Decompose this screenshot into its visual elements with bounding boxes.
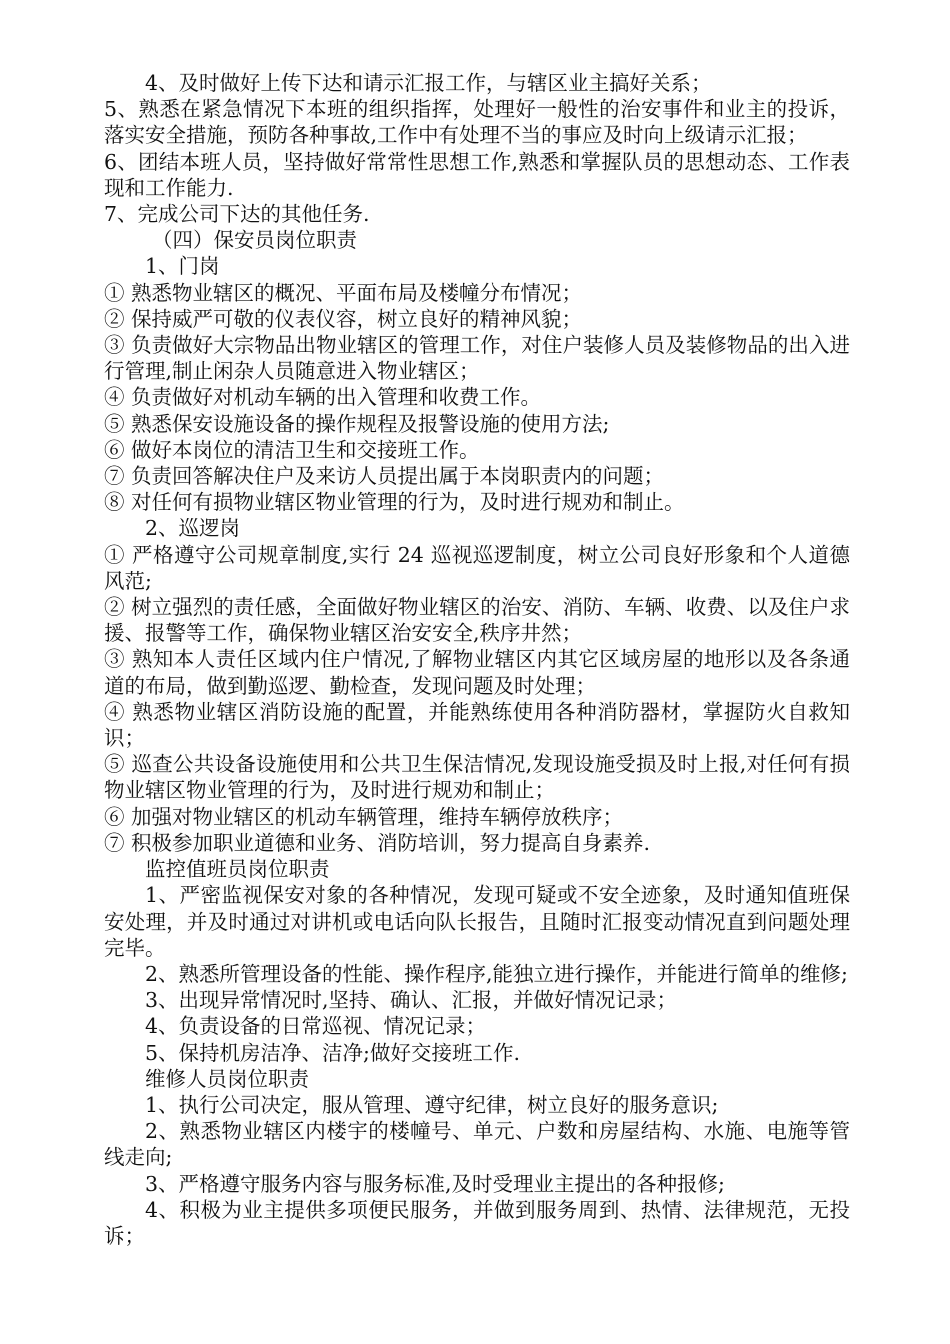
list-item: 3、出现异常情况时,坚持、确认、汇报，并做好情况记录；: [145, 988, 678, 1013]
paragraph: 6、团结本班人员，坚持做好常常性思想工作,熟悉和掌握队员的思想动态、工作表现和工作能力.: [104, 149, 850, 200]
list-item: ⑥ 加强对物业辖区的机动车辆管理，维持车辆停放秩序；: [104, 804, 624, 829]
paragraph: 5、熟悉在紧急情况下本班的组织指挥，处理好一般性的治安事件和业主的投诉，落实安全措施，预防各种事故,工作中有处理不当的事应及时向上级请示汇报；: [104, 97, 850, 148]
list-item: 1、执行公司决定，服从管理、遵守纪律，树立良好的服务意识;: [145, 1092, 719, 1117]
list-item: 4、积极为业主提供多项便民服务，并做到服务周到、热情、法律规范，无投诉；: [104, 1197, 850, 1248]
list-item: ② 保持威严可敬的仪表仪容，树立良好的精神风貌；: [104, 306, 583, 331]
list-item: ① 严格遵守公司规章制度,实行 24 巡视巡逻制度，树立公司良好形象和个人道德风范;: [104, 542, 850, 593]
list-item: ② 树立强烈的责任感，全面做好物业辖区的治安、消防、车辆、收费、以及住户求援、报警等工作，确保物业辖区治安安全,秩序井然；: [104, 595, 850, 646]
list-item: ⑤ 巡查公共设备设施使用和公共卫生保洁情况,发现设施受损及时上报,对任何有损物业辖区物业管理的行为，及时进行规劝和制止；: [104, 752, 850, 803]
list-item: ④ 负责做好对机动车辆的出入管理和收费工作。: [104, 385, 542, 410]
paragraph: 4、及时做好上传下达和请示汇报工作，与辖区业主搞好关系；: [145, 71, 712, 95]
subsection-heading: 1、门岗: [145, 254, 220, 279]
section-heading: 监控值班员岗位职责: [145, 857, 330, 882]
section-heading: （四）保安员岗位职责: [152, 228, 357, 253]
list-item: ⑤ 熟悉保安设施设备的操作规程及报警设施的使用方法;: [104, 411, 610, 436]
list-item: ④ 熟悉物业辖区消防设施的配置，并能熟练使用各种消防器材，掌握防火自救知识；: [104, 699, 850, 751]
list-item: ③ 熟知本人责任区域内住户情况,了解物业辖区内其它区域房屋的地形以及各条通道的布局，做到勤巡逻、勤检查，发现问题及时处理；: [104, 647, 850, 698]
list-item: 5、保持机房洁净、洁净;做好交接班工作.: [145, 1040, 520, 1065]
list-item: ① 熟悉物业辖区的概况、平面布局及楼幢分布情况；: [104, 280, 583, 305]
list-item: ⑦ 负责回答解决住户及来访人员提出属于本岗职责内的问题；: [104, 464, 665, 489]
subsection-heading: 2、巡逻岗: [145, 516, 241, 541]
list-item: ⑥ 做好本岗位的清洁卫生和交接班工作。: [104, 437, 480, 462]
list-item: ⑧ 对任何有损物业辖区物业管理的行为，及时进行规劝和制止。: [104, 490, 685, 515]
list-item: ③ 负责做好大宗物品出物业辖区的管理工作，对住户装修人员及装修物品的出入进行管理,制止闲杂人员随意进入物业辖区；: [104, 333, 850, 384]
list-item: ⑦ 积极参加职业道德和业务、消防培训，努力提高自身素养.: [104, 830, 651, 855]
list-item: 3、严格遵守服务内容与服务标准,及时受理业主提出的各种报修;: [145, 1171, 725, 1196]
paragraph: 7、完成公司下达的其他任务.: [104, 202, 370, 227]
list-item: 4、负责设备的日常巡视、情况记录；: [145, 1014, 487, 1039]
document-page: [104, 70, 850, 1249]
list-item: 2、熟悉所管理设备的性能、操作程序,能独立进行操作，并能进行简单的维修;: [145, 961, 848, 986]
list-item: 2、熟悉物业辖区内楼宇的楼幢号、单元、户数和房屋结构、水施、电施等管线走向;: [104, 1119, 850, 1170]
list-item: 1、严密监视保安对象的各种情况，发现可疑或不安全迹象，及时通知值班保安处理，并及时通过对讲机或电话向队长报告，且随时汇报变动情况直到问题处理完毕。: [104, 883, 850, 960]
section-heading: 维修人员岗位职责: [145, 1066, 309, 1091]
